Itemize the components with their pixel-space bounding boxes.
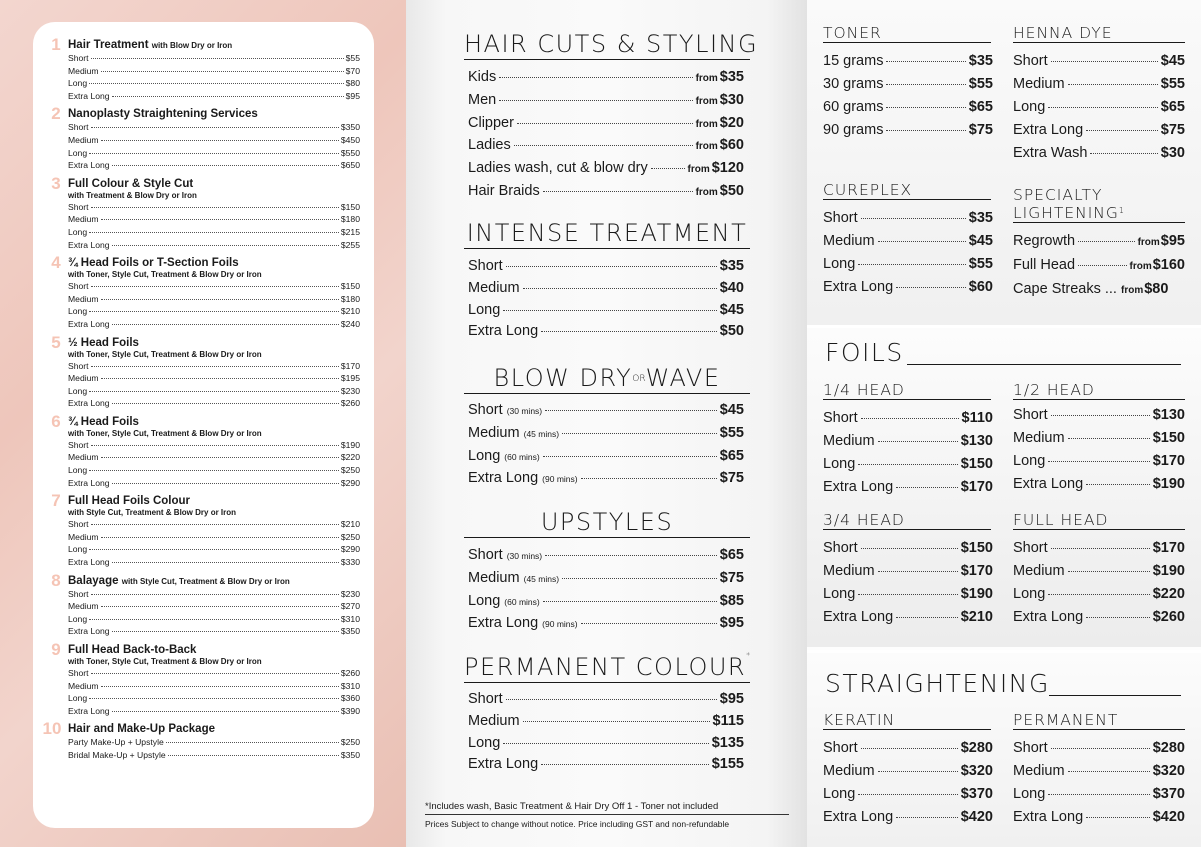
right-top-box [807, 0, 1201, 325]
price-row: Ladies from $60 [468, 137, 744, 154]
price-row: Short (30 mins) $65 [468, 547, 744, 563]
price-row: Long $370 [1013, 786, 1185, 802]
packages-card [33, 22, 374, 828]
price-row: Extra Long $190 [1013, 476, 1185, 492]
price-row: Medium $70 [68, 65, 360, 76]
price-row: Medium $320 [1013, 763, 1185, 779]
price-row: Medium $270 [68, 601, 360, 612]
price-row: Long $135 [468, 734, 744, 751]
price-row: Ladies wash, cut & blow dry from $120 [468, 160, 744, 177]
price-row: Long $190 [823, 586, 993, 602]
price-row: Long $170 [1013, 453, 1185, 469]
henna-dye-list [1013, 50, 1185, 165]
price-row: Short $230 [68, 588, 360, 599]
middle-panel [406, 0, 807, 847]
intense-treatment-title: INTENSE TREATMENT [464, 219, 750, 249]
price-row: 15 grams $35 [823, 53, 993, 69]
package-subtitle: with Toner, Style Cut, Treatment & Blow Dry or Iron [68, 349, 262, 359]
package-title: Balayage with Style Cut, Treatment & Blow Dry or Iron [68, 574, 290, 587]
price-row: Extra Long $50 [468, 323, 744, 340]
price-row: Short $190 [68, 439, 360, 450]
price-row: Long $550 [68, 147, 360, 158]
half-head-title: 1/2 HEAD [1013, 381, 1185, 400]
toner-title: TONER [823, 24, 991, 43]
package-number: 7 [51, 491, 61, 511]
cureplex-list [823, 207, 993, 299]
full-head-list [1013, 537, 1185, 629]
price-row: Extra Long $330 [68, 557, 360, 568]
price-row: Short $95 [468, 691, 744, 707]
price-row: Long $150 [823, 456, 993, 472]
price-row: Long $290 [68, 544, 360, 555]
price-row: Long $80 [68, 78, 360, 89]
foils-title: FOILS [825, 338, 904, 367]
price-row: Hair Braids from $50 [468, 182, 744, 199]
price-row: Long (60 mins) $85 [468, 592, 744, 609]
package-title: ¾ Head Foils [68, 415, 139, 428]
price-row: Medium $450 [68, 134, 360, 145]
price-row: Short $150 [823, 540, 993, 556]
price-row: Extra Long $420 [823, 809, 993, 825]
half-head-list [1013, 404, 1185, 496]
henna-dye-title: HENNA DYE [1013, 24, 1185, 43]
quarter-head-title: 1/4 HEAD [823, 381, 991, 400]
price-row: Short $35 [468, 258, 744, 274]
price-row: Long $310 [68, 613, 360, 624]
price-row: Long $250 [68, 465, 360, 476]
price-row: Medium $40 [468, 279, 744, 296]
upstyles-title: UPSTYLES [464, 508, 750, 538]
package-number: 9 [51, 640, 61, 659]
package-number: 6 [51, 411, 61, 431]
keratin-list [823, 737, 993, 829]
right-panel [807, 0, 1201, 847]
price-row: 90 grams $75 [823, 122, 993, 138]
package-subtitle: with Treatment & Blow Dry or Iron [68, 190, 197, 200]
price-row: Long $45 [468, 301, 744, 318]
price-row: Medium $180 [68, 214, 360, 225]
price-row: Short $170 [1013, 540, 1185, 556]
price-row: Long $55 [823, 256, 993, 272]
package-2 [47, 104, 360, 171]
package-number: 1 [51, 35, 61, 54]
price-row: Short $150 [68, 201, 360, 212]
toner-list [823, 50, 993, 142]
price-row: 30 grams $55 [823, 76, 993, 92]
package-7 [47, 491, 360, 568]
price-row: Long $220 [1013, 586, 1185, 602]
price-row: Bridal Make-Up + Upstyle $350 [68, 749, 360, 760]
price-row: Extra Long $155 [468, 756, 744, 773]
package-number: 4 [51, 253, 61, 273]
price-row: Extra Long $260 [1013, 609, 1185, 625]
keratin-title: KERATIN [823, 711, 991, 730]
price-row: Regrowth from $95 [1013, 233, 1185, 249]
package-title: Hair Treatment with Blow Dry or Iron [68, 39, 233, 51]
price-row: Long $210 [68, 306, 360, 317]
package-number: 3 [51, 173, 61, 193]
price-row: Extra Long $290 [68, 477, 360, 488]
price-row: Short $210 [68, 519, 360, 530]
price-row: Medium $190 [1013, 563, 1185, 579]
package-number: 5 [51, 332, 61, 352]
price-row: Medium $180 [68, 293, 360, 304]
price-row: Extra Long $420 [1013, 809, 1185, 825]
straightening-title: STRAIGHTENING [825, 669, 1050, 698]
price-row: 60 grams $65 [823, 99, 993, 115]
price-row: Long $65 [1013, 99, 1185, 115]
hair-cuts-list [468, 67, 744, 204]
foils-rule [907, 364, 1181, 365]
price-row: Medium $170 [823, 563, 993, 579]
price-row: Short $350 [68, 122, 360, 133]
intense-treatment-list [468, 256, 744, 343]
price-row: Extra Long (90 mins) $95 [468, 615, 744, 632]
package-number: 2 [51, 104, 61, 124]
package-6 [47, 411, 360, 489]
footnote-includes: *Includes wash, Basic Treatment & Hair Dry Off 1 - Toner not included [425, 801, 789, 815]
price-row: Medium $55 [1013, 76, 1185, 92]
package-number: 8 [51, 570, 61, 590]
package-title: Full Colour & Style Cut [68, 177, 194, 190]
price-row: Long $215 [68, 226, 360, 237]
specialty-lightening-list [1013, 230, 1185, 302]
price-row: Extra Long $260 [68, 398, 360, 409]
price-row: Medium (45 mins) $55 [468, 424, 744, 441]
hair-cuts-title: HAIR CUTS & STYLING [464, 30, 759, 58]
price-row: Short $260 [68, 668, 360, 678]
cureplex-title: CUREPLEX [823, 181, 991, 200]
price-row: Extra Long $95 [68, 90, 360, 101]
left-panel [0, 0, 406, 847]
price-row: Men from $30 [468, 91, 744, 108]
package-10 [42, 719, 360, 761]
price-row: Medium $195 [68, 373, 360, 384]
package-title: Full Head Foils Colour [68, 495, 191, 508]
price-row: Long $360 [68, 693, 360, 704]
package-4 [47, 253, 360, 330]
package-9 [47, 640, 360, 717]
price-row: Medium $45 [823, 233, 993, 249]
price-row: Medium $250 [68, 531, 360, 542]
blow-dry-list [468, 400, 744, 491]
package-8 [47, 570, 360, 638]
footnote-prices: Prices Subject to change without notice. Price including GST and non-refundable [425, 819, 730, 829]
upstyles-list [468, 545, 744, 636]
price-row: Extra Wash $30 [1013, 145, 1185, 161]
price-row: Medium (45 mins) $75 [468, 569, 744, 586]
price-row: Short $280 [823, 740, 993, 756]
price-row: Long $230 [68, 385, 360, 396]
price-row: Short $150 [68, 281, 360, 292]
package-subtitle: with Toner, Style Cut, Treatment & Blow Dry or Iron [68, 428, 262, 438]
price-row: Party Make-Up + Upstyle $250 [68, 737, 360, 748]
price-row: Extra Long $390 [68, 705, 360, 716]
price-row: Short $55 [68, 53, 360, 63]
permanent-straightening-title: PERMANENT [1013, 711, 1185, 730]
price-row: Medium $320 [823, 763, 993, 779]
package-number: 10 [42, 719, 62, 739]
foils-box [807, 325, 1201, 647]
permanent-straightening-list [1013, 737, 1185, 829]
price-row: Medium $310 [68, 680, 360, 691]
price-row: Medium $115 [468, 712, 744, 729]
price-row: Medium $130 [823, 433, 993, 449]
price-row: Short $45 [1013, 53, 1185, 69]
package-title: ¾ Head Foils or T-Section Foils [68, 257, 239, 270]
specialty-lightening-title: SPECIALTY LIGHTENING$^1$ [1013, 186, 1185, 223]
package-5 [47, 332, 360, 410]
price-row: Short $130 [1013, 407, 1185, 423]
price-row: Full Head from $160 [1013, 257, 1185, 273]
price-row: Short $170 [68, 360, 360, 371]
price-row: Long (60 mins) $65 [468, 447, 744, 464]
three-quarter-head-title: 3/4 HEAD [823, 511, 991, 530]
price-row: Clipper from $20 [468, 114, 744, 131]
package-3 [47, 173, 360, 251]
price-row: Extra Long $255 [68, 239, 360, 250]
price-row: Short (30 mins) $45 [468, 402, 744, 418]
straightening-rule [1049, 695, 1181, 696]
package-subtitle: with Toner, Style Cut, Treatment & Blow Dry or Iron [68, 270, 262, 280]
price-row: Short $110 [823, 410, 993, 426]
full-head-title: FULL HEAD [1013, 511, 1185, 530]
straightening-box [807, 650, 1201, 847]
price-row: Extra Long $650 [68, 160, 360, 171]
price-row: Extra Long $170 [823, 479, 993, 495]
price-row: Extra Long $210 [823, 609, 993, 625]
package-title: ½ Head Foils [68, 336, 139, 349]
quarter-head-list [823, 407, 993, 499]
three-quarter-head-list [823, 537, 993, 629]
price-row: Extra Long $240 [68, 318, 360, 329]
price-row: Short $280 [1013, 740, 1185, 756]
package-1 [47, 35, 360, 102]
price-row: Medium $220 [68, 452, 360, 463]
package-subtitle: with Toner, Style Cut, Treatment & Blow Dry or Iron [68, 657, 262, 666]
price-row: Kids from $35 [468, 69, 744, 85]
blow-dry-title: BLOW DRYORWAVE [464, 364, 750, 394]
price-row: Extra Long $350 [68, 626, 360, 637]
package-title: Nanoplasty Straightening Services [68, 108, 258, 121]
price-row: Medium $150 [1013, 430, 1185, 446]
permanent-colour-list [468, 689, 744, 776]
price-row: Extra Long $75 [1013, 122, 1185, 138]
package-subtitle: with Style Cut, Treatment & Blow Dry or Iron [68, 508, 237, 518]
price-row: Long $370 [823, 786, 993, 802]
permanent-colour-title: PERMANENT COLOUR* [464, 651, 751, 681]
price-row: Short $35 [823, 210, 993, 226]
price-row: Extra Long $60 [823, 279, 993, 295]
package-title: Full Head Back-to-Back [68, 644, 197, 656]
package-title: Hair and Make-Up Package [68, 723, 216, 736]
price-row: Cape Streaks ... from $80 [1013, 281, 1169, 297]
price-row: Extra Long (90 mins) $75 [468, 470, 744, 487]
